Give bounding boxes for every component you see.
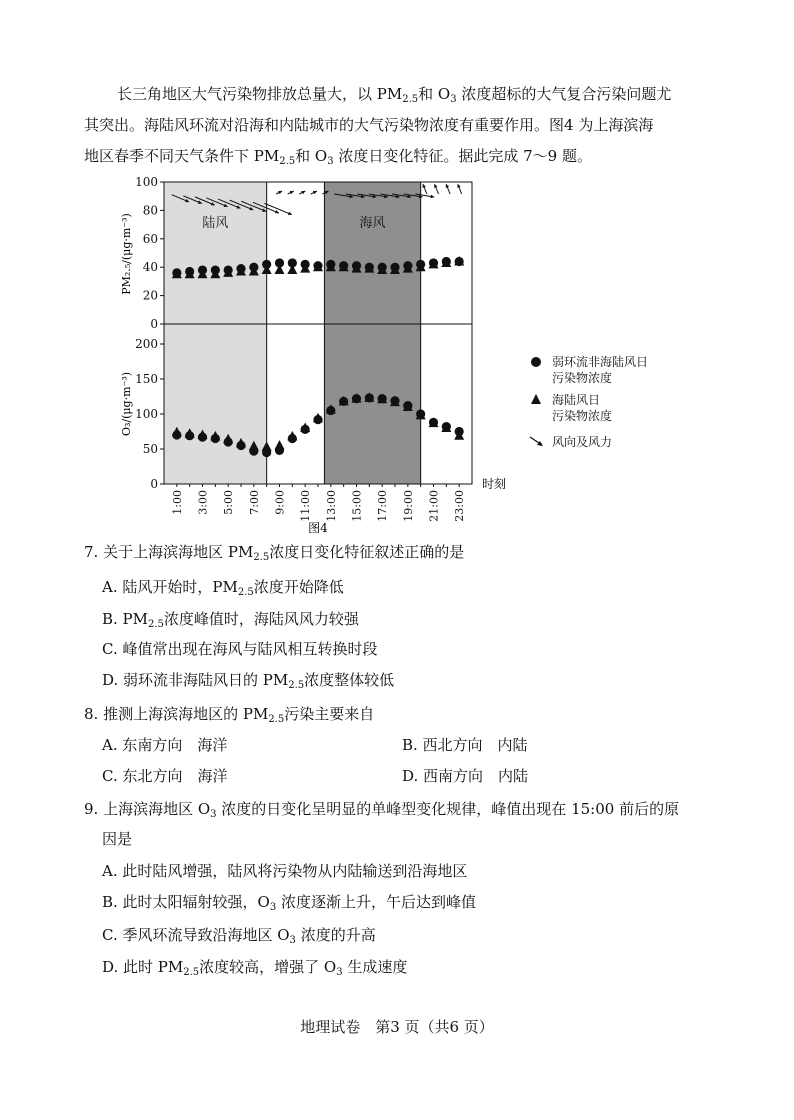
x-tick-label: 19:00 [401, 490, 415, 522]
x-tick-label: 7:00 [247, 490, 261, 515]
o3-y-tick-label: 50 [142, 442, 158, 456]
o3-y-tick-label: 0 [150, 477, 158, 491]
o3-y-tick-label: 200 [135, 337, 158, 351]
x-tick-label: 3:00 [196, 490, 210, 515]
pm25-y-tick-label: 20 [142, 288, 158, 303]
shade-label-sea-wind: 海风 [359, 216, 386, 231]
legend-label-line2: 污染物浓度 [552, 371, 613, 385]
pm25-triangle-point [287, 265, 297, 275]
intro-line-2: 其突出。海陆风环流对沿海和内陆城市的大气污染物浓度有重要作用。图4 为上海滨海 [84, 116, 654, 134]
x-tick-label: 11:00 [299, 490, 313, 522]
x-tick-label: 15:00 [350, 490, 364, 522]
figure-4-chart [100, 172, 700, 542]
q7-option-c: C. 峰值常出现在海风与陆风相互转换时段 [102, 640, 378, 658]
pm25-y-tick-label: 0 [150, 317, 158, 331]
o3-triangle-point [275, 440, 285, 450]
legend-label: 海陆风日 [552, 393, 601, 407]
q9-option-b: B. 此时太阳辐射较强，$O_3$ 浓度逐渐上升，午后达到峰值 [102, 893, 477, 913]
o3-y-tick-label: 100 [135, 407, 158, 421]
x-axis-label: 时刻 [482, 477, 507, 491]
x-tick-label: 1:00 [170, 490, 184, 515]
pm25-y-tick-label: 100 [135, 175, 158, 189]
pm25-y-tick-label: 40 [142, 260, 158, 275]
legend-triangle-marker [531, 394, 541, 404]
question-9-stem: 9. 上海滨海地区 $O_3$ 浓度的日变化呈明显的单峰型变化规律，峰值出现在 15:00 前后的原 [84, 800, 680, 820]
intro-line-3: 地区春季不同天气条件下 $PM_{2.5}$和 $O_3$ 浓度日变化特征。据此完成 7～9 题。 [84, 147, 592, 167]
x-tick-label: 21:00 [427, 490, 441, 522]
pm25-y-tick-label: 80 [142, 203, 158, 218]
pm25-y-tick-label: 60 [142, 231, 158, 246]
o3-y-tick-label: 150 [135, 372, 158, 386]
q9-option-a: A. 此时陆风增强，陆风将污染物从内陆输送到沿海地区 [102, 862, 468, 880]
legend-label: 风向及风力 [552, 435, 613, 449]
x-tick-label: 13:00 [324, 490, 338, 522]
legend-label: 弱环流非海陆风日 [552, 355, 649, 369]
x-tick-label: 9:00 [273, 490, 287, 515]
q8-option-c: C. 东北方向 海洋 [102, 767, 228, 785]
q8-option-a: A. 东南方向 海洋 [102, 736, 228, 754]
x-tick-label: 17:00 [376, 490, 390, 522]
q8-option-b: B. 西北方向 内陆 [402, 736, 528, 754]
q9-option-c: C. 季风环流导致沿海地区 $O_3$ 浓度的升高 [102, 926, 376, 946]
q9-option-d: D. 此时 $PM_{2.5}$浓度较高，增强了 $O_3$ 生成速度 [102, 958, 408, 978]
intro-line-1: 长三角地区大气污染物排放总量大，以 $PM_{2.5}$和 $O_3$ 浓度超标的大气复合污染问题尤 [117, 85, 672, 105]
q7-option-a: A. 陆风开始时，$PM_{2.5}$浓度开始降低 [102, 578, 344, 598]
q7-option-d: D. 弱环流非海陆风日的 $PM_{2.5}$浓度整体较低 [102, 671, 395, 691]
figure-caption: 图4 [308, 521, 328, 535]
question-7-stem: 7. 关于上海滨海地区 $PM_{2.5}$浓度日变化特征叙述正确的是 [84, 543, 465, 563]
o3-axis-label: O₃/(μg·m⁻³) [120, 371, 133, 437]
q8-option-d: D. 西南方向 内陆 [402, 767, 529, 785]
pm25-triangle-point [275, 265, 285, 275]
pm25-axis-label: PM₂.₅/(μg·m⁻³) [120, 213, 133, 295]
x-tick-label: 23:00 [453, 490, 467, 522]
question-8-stem: 8. 推测上海滨海地区的 $PM_{2.5}$污染主要来自 [84, 705, 375, 725]
question-9-stem-line2: 因是 [102, 830, 133, 848]
legend-label-line2: 污染物浓度 [552, 409, 613, 423]
x-tick-label: 5:00 [222, 490, 236, 515]
page-footer: 地理试卷 第3 页（共6 页） [300, 1018, 494, 1036]
q7-option-b: B. $PM_{2.5}$浓度峰值时，海陆风风力较强 [102, 610, 359, 630]
legend-circle-marker [531, 357, 541, 367]
shade-label-land-wind: 陆风 [202, 216, 229, 231]
